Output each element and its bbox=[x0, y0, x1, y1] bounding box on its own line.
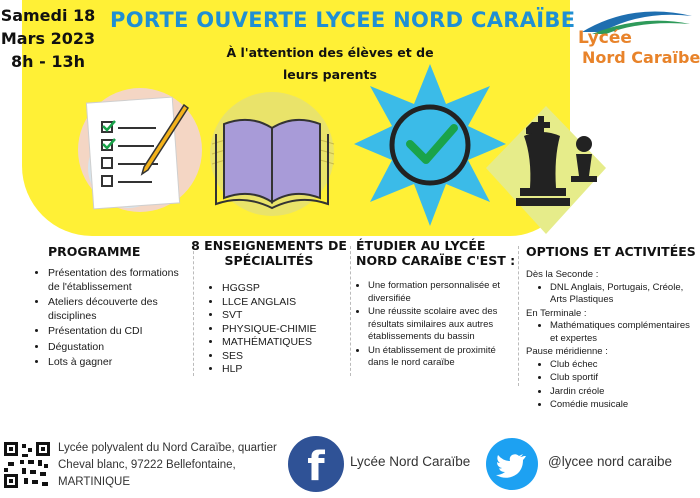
specialite-item: • HGGSP bbox=[222, 282, 348, 296]
address-line-3: MARTINIQUE bbox=[58, 476, 130, 488]
programme-heading: PROGRAMME bbox=[48, 244, 141, 259]
pause-item: • Jardin créole bbox=[550, 386, 698, 399]
logo-line-2: Nord Caraïbe bbox=[582, 48, 700, 67]
etudier-heading-line-1: ÉTUDIER AU LYCÉE bbox=[356, 238, 486, 253]
twitter-label: @lycee nord caraibe bbox=[548, 454, 673, 469]
page-title: PORTE OUVERTE LYCEE NORD CARAÏBE bbox=[110, 8, 576, 32]
etudier-section bbox=[356, 238, 516, 371]
terminale-item: • Mathématiques complémentaires et expertes bbox=[550, 320, 698, 345]
specialite-item: • MATHÉMATIQUES bbox=[222, 336, 348, 350]
address bbox=[58, 440, 288, 491]
programme-item: • Ateliers découverte des disciplines bbox=[48, 296, 186, 323]
programme-section bbox=[48, 244, 186, 372]
pause-item: • Club échec bbox=[550, 359, 698, 372]
logo-line-1: Lycée bbox=[578, 28, 632, 48]
specialites-heading-line-2: SPÉCIALITÉS bbox=[224, 253, 314, 268]
terminale-label: En Terminale : bbox=[526, 307, 587, 319]
date-line-2: Mars 2023 bbox=[0, 29, 96, 48]
event-date bbox=[0, 4, 96, 73]
specialite-item: • SVT bbox=[222, 309, 348, 323]
pause-item: • Comédie musicale bbox=[550, 399, 698, 412]
separator-3 bbox=[518, 246, 519, 386]
programme-item: • Lots à gagner bbox=[48, 356, 186, 370]
address-line-2: Cheval blanc, 97222 Bellefontaine, bbox=[58, 459, 236, 471]
specialites-heading bbox=[190, 238, 348, 268]
school-logo bbox=[572, 6, 700, 72]
etudier-item: • Une formation personnalisée et diversifiée bbox=[368, 280, 516, 305]
twitter-icon bbox=[486, 438, 538, 490]
seconde-label: Dès la Seconde : bbox=[526, 269, 599, 280]
specialites-section bbox=[190, 238, 348, 377]
qr-code-icon[interactable] bbox=[4, 442, 50, 488]
facebook-icon: f bbox=[288, 436, 344, 492]
subtitle-line-1: À l'attention des élèves et de bbox=[226, 45, 434, 60]
separator-2 bbox=[350, 246, 351, 376]
options-heading: OPTIONS ET ACTIVITÉES bbox=[526, 244, 696, 259]
book-icon bbox=[206, 84, 346, 224]
checklist-icon bbox=[68, 78, 208, 218]
etudier-item: • Une réussite scolaire avec des résultats similaires aux autres établissements du bassin bbox=[368, 306, 516, 344]
etudier-item: • Un établissement de proximité dans le nord caraïbe bbox=[368, 345, 516, 370]
programme-item: • Présentation des formations de l'établissement bbox=[48, 267, 186, 294]
date-line-3: 8h - 13h bbox=[11, 52, 85, 71]
options-section bbox=[526, 244, 698, 413]
pause-item: • Club sportif bbox=[550, 372, 698, 385]
date-line-1: Samedi 18 bbox=[0, 6, 96, 25]
twitter-link[interactable] bbox=[486, 436, 698, 494]
pause-label: Pause méridienne : bbox=[526, 346, 608, 357]
chess-icon bbox=[484, 104, 608, 236]
specialite-item: • SES bbox=[222, 350, 348, 364]
programme-item: • Dégustation bbox=[48, 341, 186, 355]
specialite-item: • PHYSIQUE-CHIMIE bbox=[222, 323, 348, 337]
etudier-heading-line-2: NORD CARAÏBE C'EST : bbox=[356, 253, 516, 268]
address-line-1: Lycée polyvalent du Nord Caraïbe, quartier bbox=[58, 442, 277, 454]
specialite-item: • LLCE ANGLAIS bbox=[222, 296, 348, 310]
specialite-item: • HLP bbox=[222, 363, 348, 377]
facebook-label: Lycée Nord Caraïbe bbox=[350, 454, 471, 469]
programme-item: • Présentation du CDI bbox=[48, 325, 186, 339]
facebook-link[interactable] bbox=[288, 436, 488, 494]
subtitle-line-2: leurs parents bbox=[283, 67, 377, 82]
specialites-heading-line-1: 8 ENSEIGNEMENTS DE bbox=[191, 238, 347, 253]
seconde-item: • DNL Anglais, Portugais, Créole, Arts Plastiques bbox=[550, 282, 698, 307]
etudier-heading bbox=[356, 238, 516, 268]
